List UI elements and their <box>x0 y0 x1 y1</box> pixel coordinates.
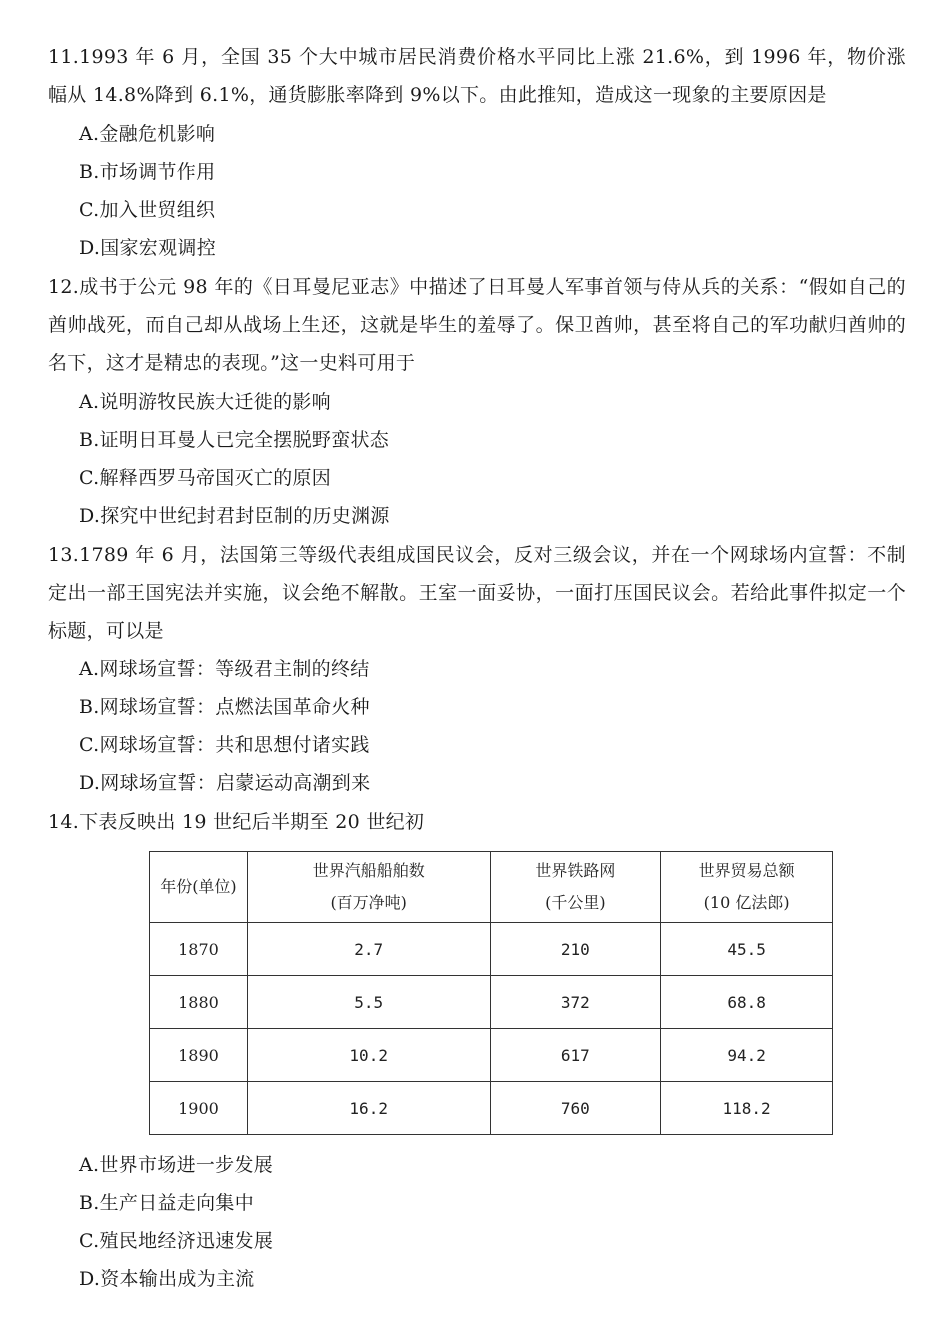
option-letter: C. <box>79 199 100 221</box>
option-text: 网球场宣誓：点燃法国革命火种 <box>99 696 370 718</box>
table-cell: 1880 <box>150 976 248 1029</box>
question-text: 1789 年 6 月，法国第三等级代表组成国民议会，反对三级会议，并在一个网球场内宣誓：不制定出一部王国宪法并实施，议会绝不解散。王室一面妥协，一面打压国民议会。若给此事件拟定一个标题，可以是 <box>48 544 906 642</box>
table-row <box>150 1029 833 1082</box>
table-cell: 1900 <box>150 1082 248 1135</box>
question-12-stem <box>48 268 906 382</box>
header-line: 世界贸易总额 <box>698 861 795 880</box>
table-cell: 68.8 <box>661 976 833 1029</box>
option-text: 世界市场进一步发展 <box>99 1154 274 1176</box>
table-cell: 5.5 <box>247 976 490 1029</box>
option-text: 资本输出成为主流 <box>100 1268 255 1290</box>
table-header-cell <box>247 852 490 923</box>
option-text: 解释西罗马帝国灭亡的原因 <box>99 467 332 489</box>
option-letter: A. <box>79 391 100 413</box>
header-line: 世界铁路网 <box>535 861 616 880</box>
table-cell: 2.7 <box>247 923 490 976</box>
question-text: 1993 年 6 月，全国 35 个大中城市居民消费价格水平同比上涨 21.6%，到 1996 年，物价涨幅从 14.8%降到 6.1%，通货膨胀率降到 9%以下。由此推知，造成这一现象的主要原因是 <box>48 46 906 106</box>
question-12-option-a <box>79 383 331 421</box>
table-cell: 45.5 <box>661 923 833 976</box>
question-14-option-d <box>79 1260 255 1298</box>
question-text: 下表反映出 19 世纪后半期至 20 世纪初 <box>79 811 425 833</box>
option-text: 金融危机影响 <box>99 123 216 145</box>
table-header-cell <box>150 852 248 923</box>
question-text: 成书于公元 98 年的《日耳曼尼亚志》中描述了日耳曼人军事首领与侍从兵的关系：“假如自己的酋帅战死，而自己却从战场上生还，这就是毕生的羞辱了。保卫酋帅，甚至将自己的军功献归酋帅的名下，这才是精忠的表现。”这一史料可用于 <box>48 276 906 374</box>
question-14-stem <box>48 803 906 841</box>
option-text: 网球场宣誓：启蒙运动高潮到来 <box>100 772 371 794</box>
question-number: 13. <box>48 544 80 566</box>
option-text: 生产日益走向集中 <box>99 1192 255 1214</box>
table-row <box>150 1082 833 1135</box>
table-cell: 760 <box>490 1082 661 1135</box>
option-letter: A. <box>79 1154 100 1176</box>
option-text: 加入世贸组织 <box>99 199 216 221</box>
header-line: 世界汽船船舶数 <box>312 861 425 880</box>
option-text: 说明游牧民族大迁徙的影响 <box>99 391 331 413</box>
question-number: 11. <box>48 46 80 68</box>
question-number: 12. <box>48 276 80 298</box>
option-text: 证明日耳曼人已完全摆脱野蛮状态 <box>99 429 390 451</box>
option-letter: D. <box>79 772 101 794</box>
question-13-stem <box>48 536 906 650</box>
option-letter: D. <box>79 237 101 259</box>
header-unit: (千公里) <box>545 893 606 912</box>
table-header-cell <box>490 852 661 923</box>
question-11-option-a <box>79 115 215 153</box>
option-letter: B. <box>79 1192 100 1214</box>
question-12-option-c <box>79 459 331 497</box>
option-text: 探究中世纪封君封臣制的历史渊源 <box>100 505 390 527</box>
table-cell: 10.2 <box>247 1029 490 1082</box>
question-11-stem <box>48 38 906 114</box>
option-letter: D. <box>79 505 101 527</box>
table-cell: 118.2 <box>661 1082 833 1135</box>
table-cell: 16.2 <box>247 1082 490 1135</box>
table-cell: 210 <box>490 923 661 976</box>
table-cell: 372 <box>490 976 661 1029</box>
table-cell: 94.2 <box>661 1029 833 1082</box>
header-unit: (百万净吨) <box>330 893 407 912</box>
option-letter: D. <box>79 1268 101 1290</box>
question-11-option-d <box>79 229 216 267</box>
table-cell: 1870 <box>150 923 248 976</box>
option-text: 市场调节作用 <box>99 161 216 183</box>
option-letter: B. <box>79 696 100 718</box>
option-text: 国家宏观调控 <box>100 237 217 259</box>
question-12-option-d <box>79 497 390 535</box>
option-letter: A. <box>79 123 100 145</box>
option-letter: B. <box>79 429 100 451</box>
question-13-option-b <box>79 688 370 726</box>
question-13-option-d <box>79 764 370 802</box>
question-12-option-b <box>79 421 389 459</box>
table-header-row <box>150 852 833 923</box>
question-14-option-a <box>79 1146 273 1184</box>
question-11-option-c <box>79 191 215 229</box>
question-13-option-a <box>79 650 370 688</box>
question-14-option-c <box>79 1222 273 1260</box>
header-line: 年份(单位) <box>160 877 237 896</box>
option-letter: C. <box>79 1230 100 1252</box>
data-table <box>149 851 833 1135</box>
table-row <box>150 923 833 976</box>
question-number: 14. <box>48 811 80 833</box>
option-letter: B. <box>79 161 100 183</box>
table-cell: 1890 <box>150 1029 248 1082</box>
option-text: 网球场宣誓：共和思想付诸实践 <box>99 734 370 756</box>
header-unit: (10 亿法郎) <box>703 893 790 912</box>
question-14-option-b <box>79 1184 254 1222</box>
option-text: 网球场宣誓：等级君主制的终结 <box>99 658 370 680</box>
table-cell: 617 <box>490 1029 661 1082</box>
option-text: 殖民地经济迅速发展 <box>99 1230 274 1252</box>
option-letter: A. <box>79 658 100 680</box>
question-13-option-c <box>79 726 370 764</box>
table-row <box>150 976 833 1029</box>
option-letter: C. <box>79 467 100 489</box>
option-letter: C. <box>79 734 100 756</box>
table-header-cell <box>661 852 833 923</box>
question-11-option-b <box>79 153 215 191</box>
